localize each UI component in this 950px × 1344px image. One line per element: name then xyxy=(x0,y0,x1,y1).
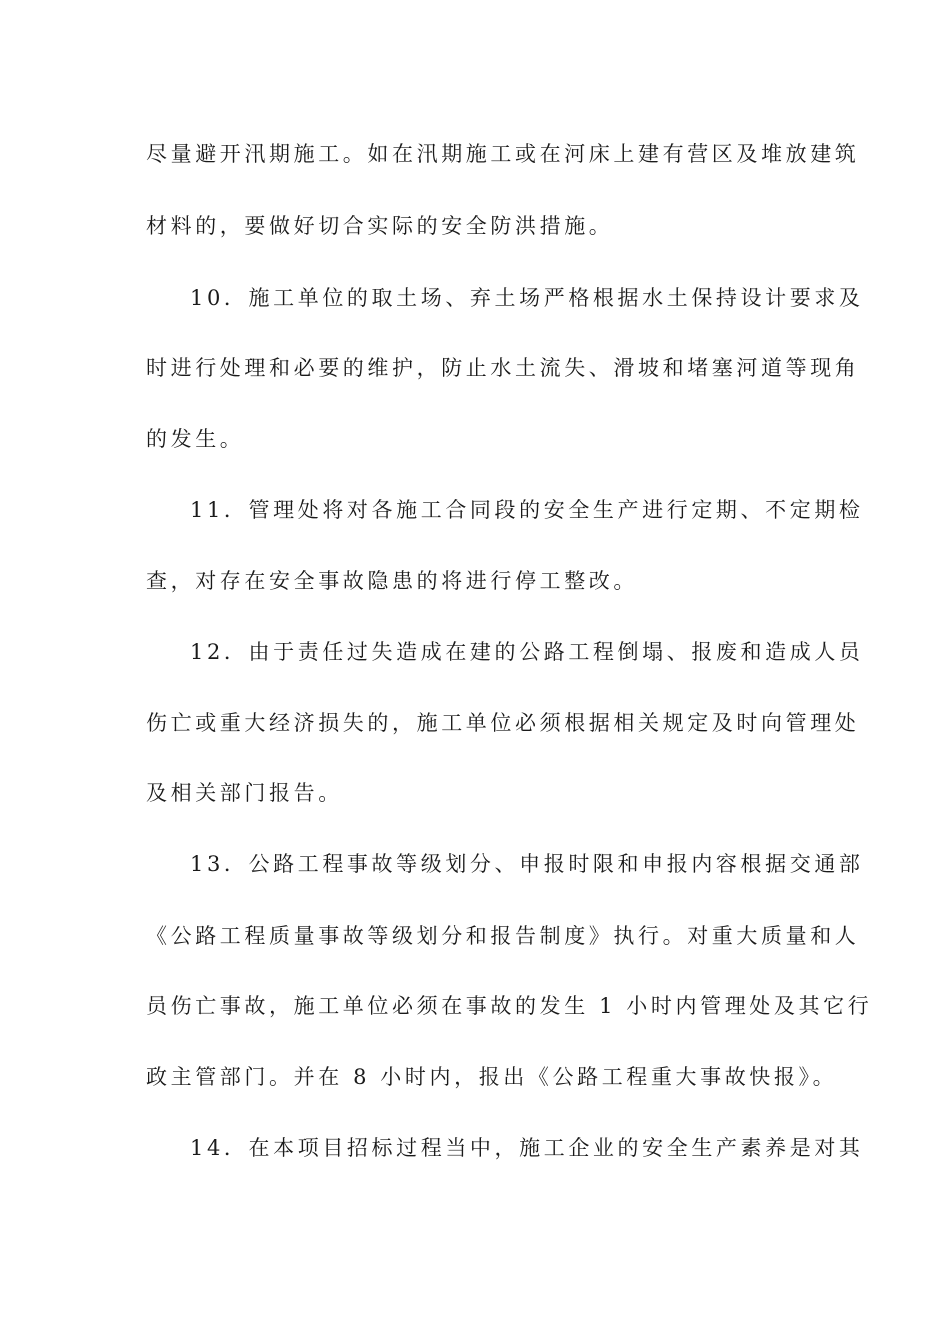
paragraph-14-start: 14．在本项目招标过程当中，施工企业的安全生产素养是对其 xyxy=(190,1136,864,1160)
text-line: 的发生。 xyxy=(146,427,245,451)
paragraph-11-start: 11．管理处将对各施工合同段的安全生产进行定期、不定期检 xyxy=(190,498,864,522)
paragraph-12-start: 12．由于责任过失造成在建的公路工程倒塌、报废和造成人员 xyxy=(190,640,864,664)
paragraph-13-start: 13．公路工程事故等级划分、申报时限和申报内容根据交通部 xyxy=(190,852,864,876)
text-line: 查，对存在安全事故隐患的将进行停工整改。 xyxy=(146,569,638,593)
text-line: 尽量避开汛期施工。如在汛期施工或在河床上建有营区及堆放建筑 xyxy=(146,142,860,166)
text-line: 员伤亡事故，施工单位必须在事故的发生 1 小时内管理处及其它行 xyxy=(146,994,873,1018)
text-line: 政主管部门。并在 8 小时内，报出《公路工程重大事故快报》。 xyxy=(146,1065,838,1089)
text-line: 及相关部门报告。 xyxy=(146,781,343,805)
text-line: 材料的，要做好切合实际的安全防洪措施。 xyxy=(146,214,614,238)
paragraph-10-start: 10．施工单位的取土场、弃土场严格根据水土保持设计要求及 xyxy=(190,286,864,310)
text-line: 时进行处理和必要的维护，防止水土流失、滑坡和堵塞河道等现角 xyxy=(146,356,860,380)
text-line: 《公路工程质量事故等级划分和报告制度》执行。对重大质量和人 xyxy=(146,924,860,948)
text-line: 伤亡或重大经济损失的，施工单位必须根据相关规定及时向管理处 xyxy=(146,711,860,735)
